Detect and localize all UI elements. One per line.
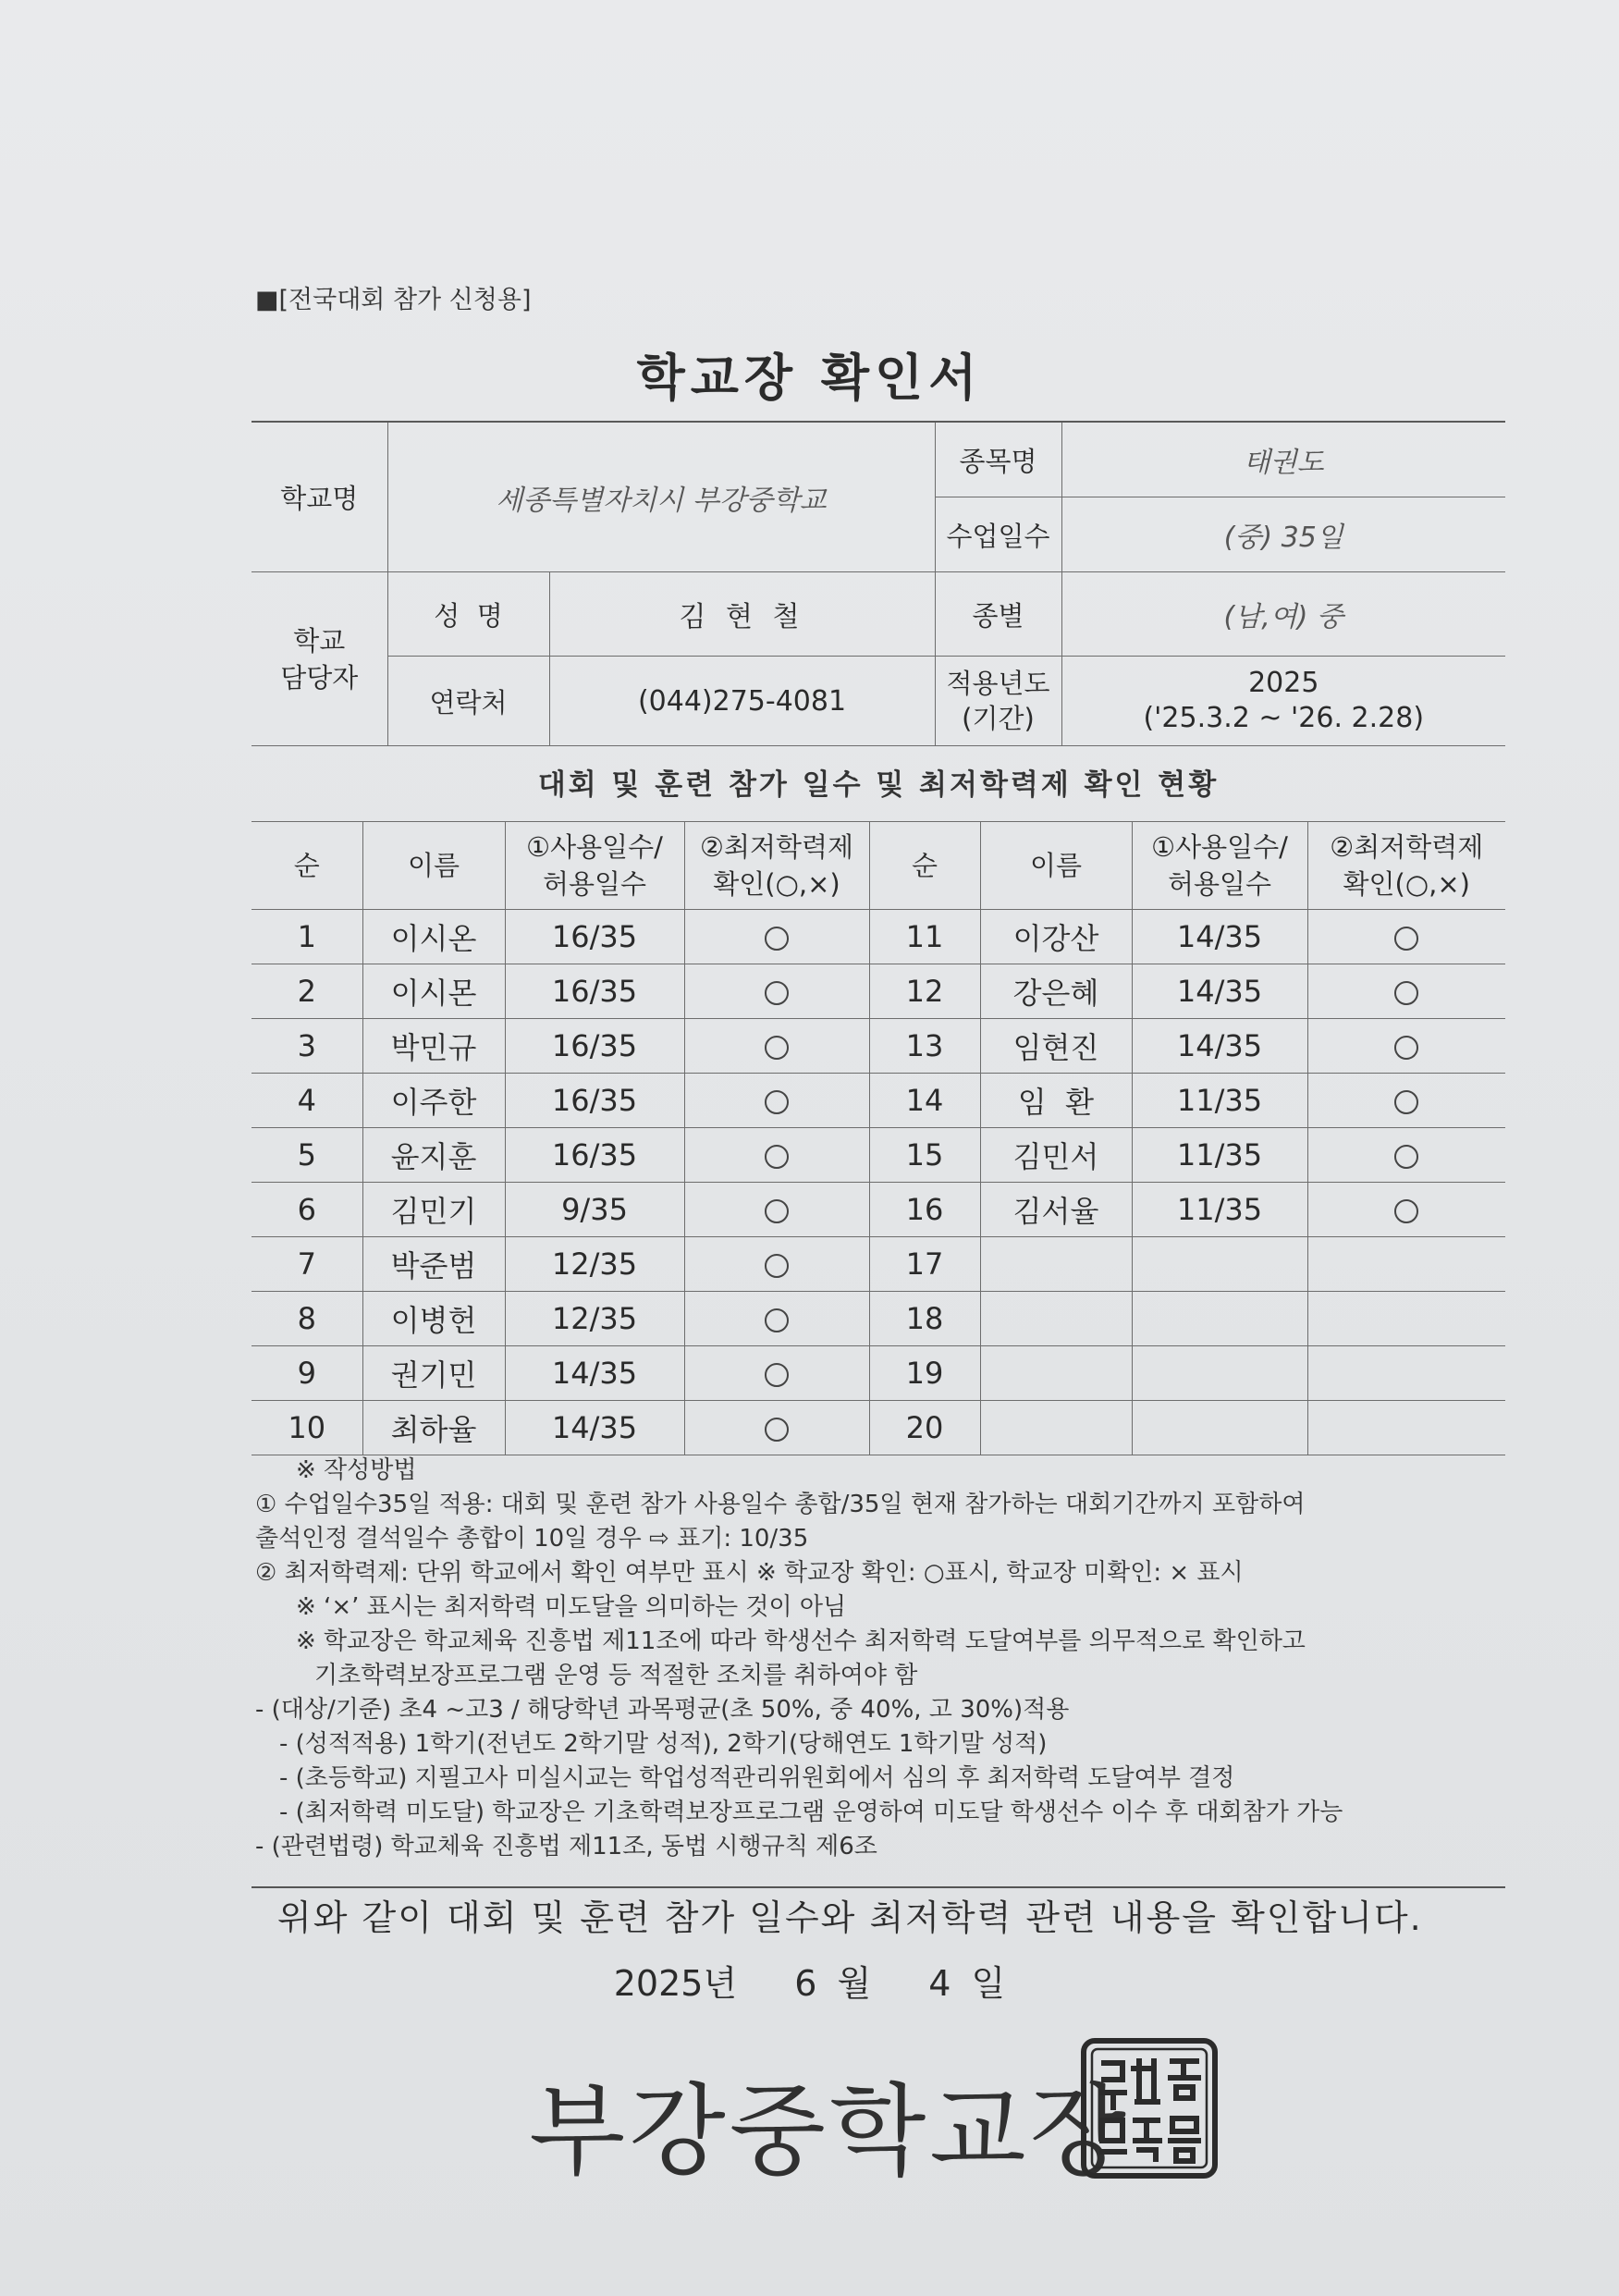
min-achievement-check	[684, 1237, 869, 1292]
school-name-value: 세종특별자치시 부강중학교	[387, 422, 935, 572]
circle-mark	[1394, 1036, 1418, 1060]
days-used	[1132, 1237, 1307, 1292]
min-achievement-check	[684, 1346, 869, 1401]
header-check: ②최저학력제 확인(○,×)	[684, 822, 869, 910]
min-achievement-check	[684, 1183, 869, 1237]
student-name: 이시온	[362, 910, 505, 964]
principal-title: 부강중학교장	[529, 2074, 1130, 2190]
gender-value: (남,여) 중	[1061, 572, 1505, 657]
days-used: 12/35	[505, 1237, 684, 1292]
circle-mark	[765, 1036, 789, 1060]
issue-date	[0, 1955, 1619, 2006]
detail-2: - (성적적용) 1학기(전년도 2학기말 성적), 2학기(당해연도 1학기말 성적)	[279, 1730, 1048, 1758]
official-seal	[1080, 2037, 1219, 2179]
class-days-value: (중) 35일	[1061, 497, 1505, 572]
student-name: 김서율	[980, 1183, 1132, 1237]
min-achievement-check	[1307, 964, 1505, 1019]
date-year: 2025년	[613, 1963, 738, 2004]
table-row	[251, 1237, 1505, 1292]
days-used: 16/35	[505, 1019, 684, 1074]
min-achievement-check	[1307, 1019, 1505, 1074]
days-used: 14/35	[505, 1346, 684, 1401]
row-number: 12	[869, 964, 980, 1019]
detail-3: - (초등학교) 지필고사 미실시교는 학업성적관리위원회에서 심의 후 최저학력 도달여부 결정	[279, 1764, 1235, 1792]
manager-label: 학교 담당자	[251, 572, 387, 746]
circle-mark	[1394, 1199, 1418, 1223]
note-1a: ① 수업일수35일 적용: 대회 및 훈련 참가 사용일수 총합/35일 현재 참가하는 대회기간까지 포함하여	[255, 1491, 1306, 1518]
table-row	[251, 910, 1505, 964]
student-name: 권기민	[362, 1346, 505, 1401]
days-used	[1132, 1346, 1307, 1401]
note-3: ※ ‘×’ 표시는 최저학력 미도달을 의미하는 것이 아님	[296, 1593, 847, 1621]
min-achievement-check	[1307, 1074, 1505, 1128]
document-title: 학교장 확인서	[636, 349, 983, 407]
student-name	[980, 1292, 1132, 1346]
divider-line	[251, 1886, 1505, 1888]
form-type-tag: ■[전국대회 참가 신청용]	[255, 286, 532, 314]
student-name: 김민서	[980, 1128, 1132, 1183]
table-row	[251, 1401, 1505, 1455]
name-label: 성 명	[387, 572, 549, 657]
student-name: 윤지훈	[362, 1128, 505, 1183]
days-used: 16/35	[505, 1128, 684, 1183]
days-used: 14/35	[1132, 910, 1307, 964]
sport-label: 종목명	[935, 422, 1061, 497]
min-achievement-check	[684, 1401, 869, 1455]
gender-label: 종별	[935, 572, 1061, 657]
circle-mark	[1394, 1145, 1418, 1169]
days-used: 11/35	[1132, 1074, 1307, 1128]
days-used: 14/35	[1132, 964, 1307, 1019]
table-row	[251, 1074, 1505, 1128]
detail-4: - (최저학력 미도달) 학교장은 기초학력보장프로그램 운영하여 미도달 학생선수 이수 후 대회참가 가능	[279, 1799, 1343, 1826]
circle-mark	[765, 981, 789, 1005]
student-name: 이시몬	[362, 964, 505, 1019]
days-used: 16/35	[505, 1074, 684, 1128]
header-name: 이름	[362, 822, 505, 910]
sport-value: 태권도	[1061, 422, 1505, 497]
notes-heading: ※ 작성방법	[296, 1456, 417, 1484]
note-4a: ※ 학교장은 학교체육 진흥법 제11조에 따라 학생선수 최저학력 도달여부를 의무적으로 확인하고	[296, 1627, 1306, 1655]
header-days: ①사용일수/ 허용일수	[505, 822, 684, 910]
table-row	[251, 964, 1505, 1019]
note-1b: 출석인정 결석일수 총합이 10일 경우 ⇨ 표기: 10/35	[255, 1525, 809, 1553]
circle-mark	[765, 1363, 789, 1387]
min-achievement-check	[1307, 910, 1505, 964]
row-number: 10	[251, 1401, 362, 1455]
min-achievement-check	[1307, 1237, 1505, 1292]
row-number: 20	[869, 1401, 980, 1455]
contact-value: (044)275-4081	[549, 657, 935, 746]
table-row	[251, 1019, 1505, 1074]
row-number: 1	[251, 910, 362, 964]
days-used: 11/35	[1132, 1128, 1307, 1183]
participation-table	[251, 821, 1505, 1455]
student-name	[980, 1401, 1132, 1455]
circle-mark	[1394, 927, 1418, 951]
student-name: 강은혜	[980, 964, 1132, 1019]
circle-mark	[765, 1308, 789, 1332]
year-label: 적용년도 (기간)	[935, 657, 1061, 746]
row-number: 19	[869, 1346, 980, 1401]
year-value: 2025 ('25.3.2 ~ '26. 2.28)	[1061, 657, 1505, 746]
days-used: 12/35	[505, 1292, 684, 1346]
student-name: 임 환	[980, 1074, 1132, 1128]
confirmation-statement: 위와 같이 대회 및 훈련 참가 일수와 최저학력 관련 내용을 확인합니다.	[277, 1897, 1423, 1938]
row-number: 17	[869, 1237, 980, 1292]
student-name	[980, 1346, 1132, 1401]
table-header-row	[251, 822, 1505, 910]
circle-mark	[1394, 981, 1418, 1005]
row-number: 15	[869, 1128, 980, 1183]
row-number: 13	[869, 1019, 980, 1074]
student-name: 김민기	[362, 1183, 505, 1237]
header-no: 순	[869, 822, 980, 910]
circle-mark	[765, 1418, 789, 1442]
row-number: 14	[869, 1074, 980, 1128]
row-number: 18	[869, 1292, 980, 1346]
header-no: 순	[251, 822, 362, 910]
min-achievement-check	[684, 964, 869, 1019]
detail-1: - (대상/기준) 초4 ~고3 / 해당학년 과목평균(초 50%, 중 40%, 고 30%)적용	[255, 1696, 1070, 1724]
row-number: 9	[251, 1346, 362, 1401]
row-number: 4	[251, 1074, 362, 1128]
min-achievement-check	[684, 1074, 869, 1128]
manager-name-value: 김 현 철	[549, 572, 935, 657]
row-number: 6	[251, 1183, 362, 1237]
min-achievement-check	[1307, 1183, 1505, 1237]
note-4b: 기초학력보장프로그램 운영 등 적절한 조치를 취하여야 함	[314, 1662, 918, 1689]
circle-mark	[1394, 1090, 1418, 1114]
date-day: 4 일	[928, 1963, 1006, 2004]
circle-mark	[765, 1199, 789, 1223]
table-row	[251, 1292, 1505, 1346]
table-row	[251, 1183, 1505, 1237]
min-achievement-check	[1307, 1292, 1505, 1346]
min-achievement-check	[1307, 1128, 1505, 1183]
row-number: 3	[251, 1019, 362, 1074]
circle-mark	[765, 927, 789, 951]
row-number: 2	[251, 964, 362, 1019]
header-check: ②최저학력제 확인(○,×)	[1307, 822, 1505, 910]
date-month: 6 월	[794, 1963, 872, 2004]
contact-label: 연락처	[387, 657, 549, 746]
school-info-table	[251, 421, 1505, 746]
row-number: 5	[251, 1128, 362, 1183]
min-achievement-check	[1307, 1401, 1505, 1455]
student-name: 이주한	[362, 1074, 505, 1128]
student-name: 이강산	[980, 910, 1132, 964]
instructions	[255, 1454, 1513, 1864]
student-name	[980, 1237, 1132, 1292]
min-achievement-check	[684, 1128, 869, 1183]
student-name: 이병헌	[362, 1292, 505, 1346]
header-name: 이름	[980, 822, 1132, 910]
days-used: 11/35	[1132, 1183, 1307, 1237]
class-days-label: 수업일수	[935, 497, 1061, 572]
student-name: 박준범	[362, 1237, 505, 1292]
circle-mark	[765, 1090, 789, 1114]
list-subtitle: 대회 및 훈련 참가 일수 및 최저학력제 확인 현황	[537, 768, 1220, 802]
row-number: 11	[869, 910, 980, 964]
row-number: 16	[869, 1183, 980, 1237]
table-row	[251, 1346, 1505, 1401]
days-used: 14/35	[1132, 1019, 1307, 1074]
days-used	[1132, 1292, 1307, 1346]
days-used	[1132, 1401, 1307, 1455]
student-name: 박민규	[362, 1019, 505, 1074]
min-achievement-check	[684, 1019, 869, 1074]
days-used: 14/35	[505, 1401, 684, 1455]
student-name: 임현진	[980, 1019, 1132, 1074]
school-name-label: 학교명	[251, 422, 387, 572]
days-used: 16/35	[505, 964, 684, 1019]
min-achievement-check	[684, 1292, 869, 1346]
note-2: ② 최저학력제: 단위 학교에서 확인 여부만 표시 ※ 학교장 확인: ○표시, 학교장 미확인: × 표시	[255, 1559, 1244, 1587]
circle-mark	[765, 1254, 789, 1278]
days-used: 16/35	[505, 910, 684, 964]
days-used: 9/35	[505, 1183, 684, 1237]
circle-mark	[765, 1145, 789, 1169]
row-number: 7	[251, 1237, 362, 1292]
min-achievement-check	[684, 910, 869, 964]
header-days: ①사용일수/ 허용일수	[1132, 822, 1307, 910]
detail-5: - (관련법령) 학교체육 진흥법 제11조, 동법 시행규칙 제6조	[255, 1833, 877, 1860]
table-row	[251, 1128, 1505, 1183]
min-achievement-check	[1307, 1346, 1505, 1401]
student-name: 최하율	[362, 1401, 505, 1455]
row-number: 8	[251, 1292, 362, 1346]
